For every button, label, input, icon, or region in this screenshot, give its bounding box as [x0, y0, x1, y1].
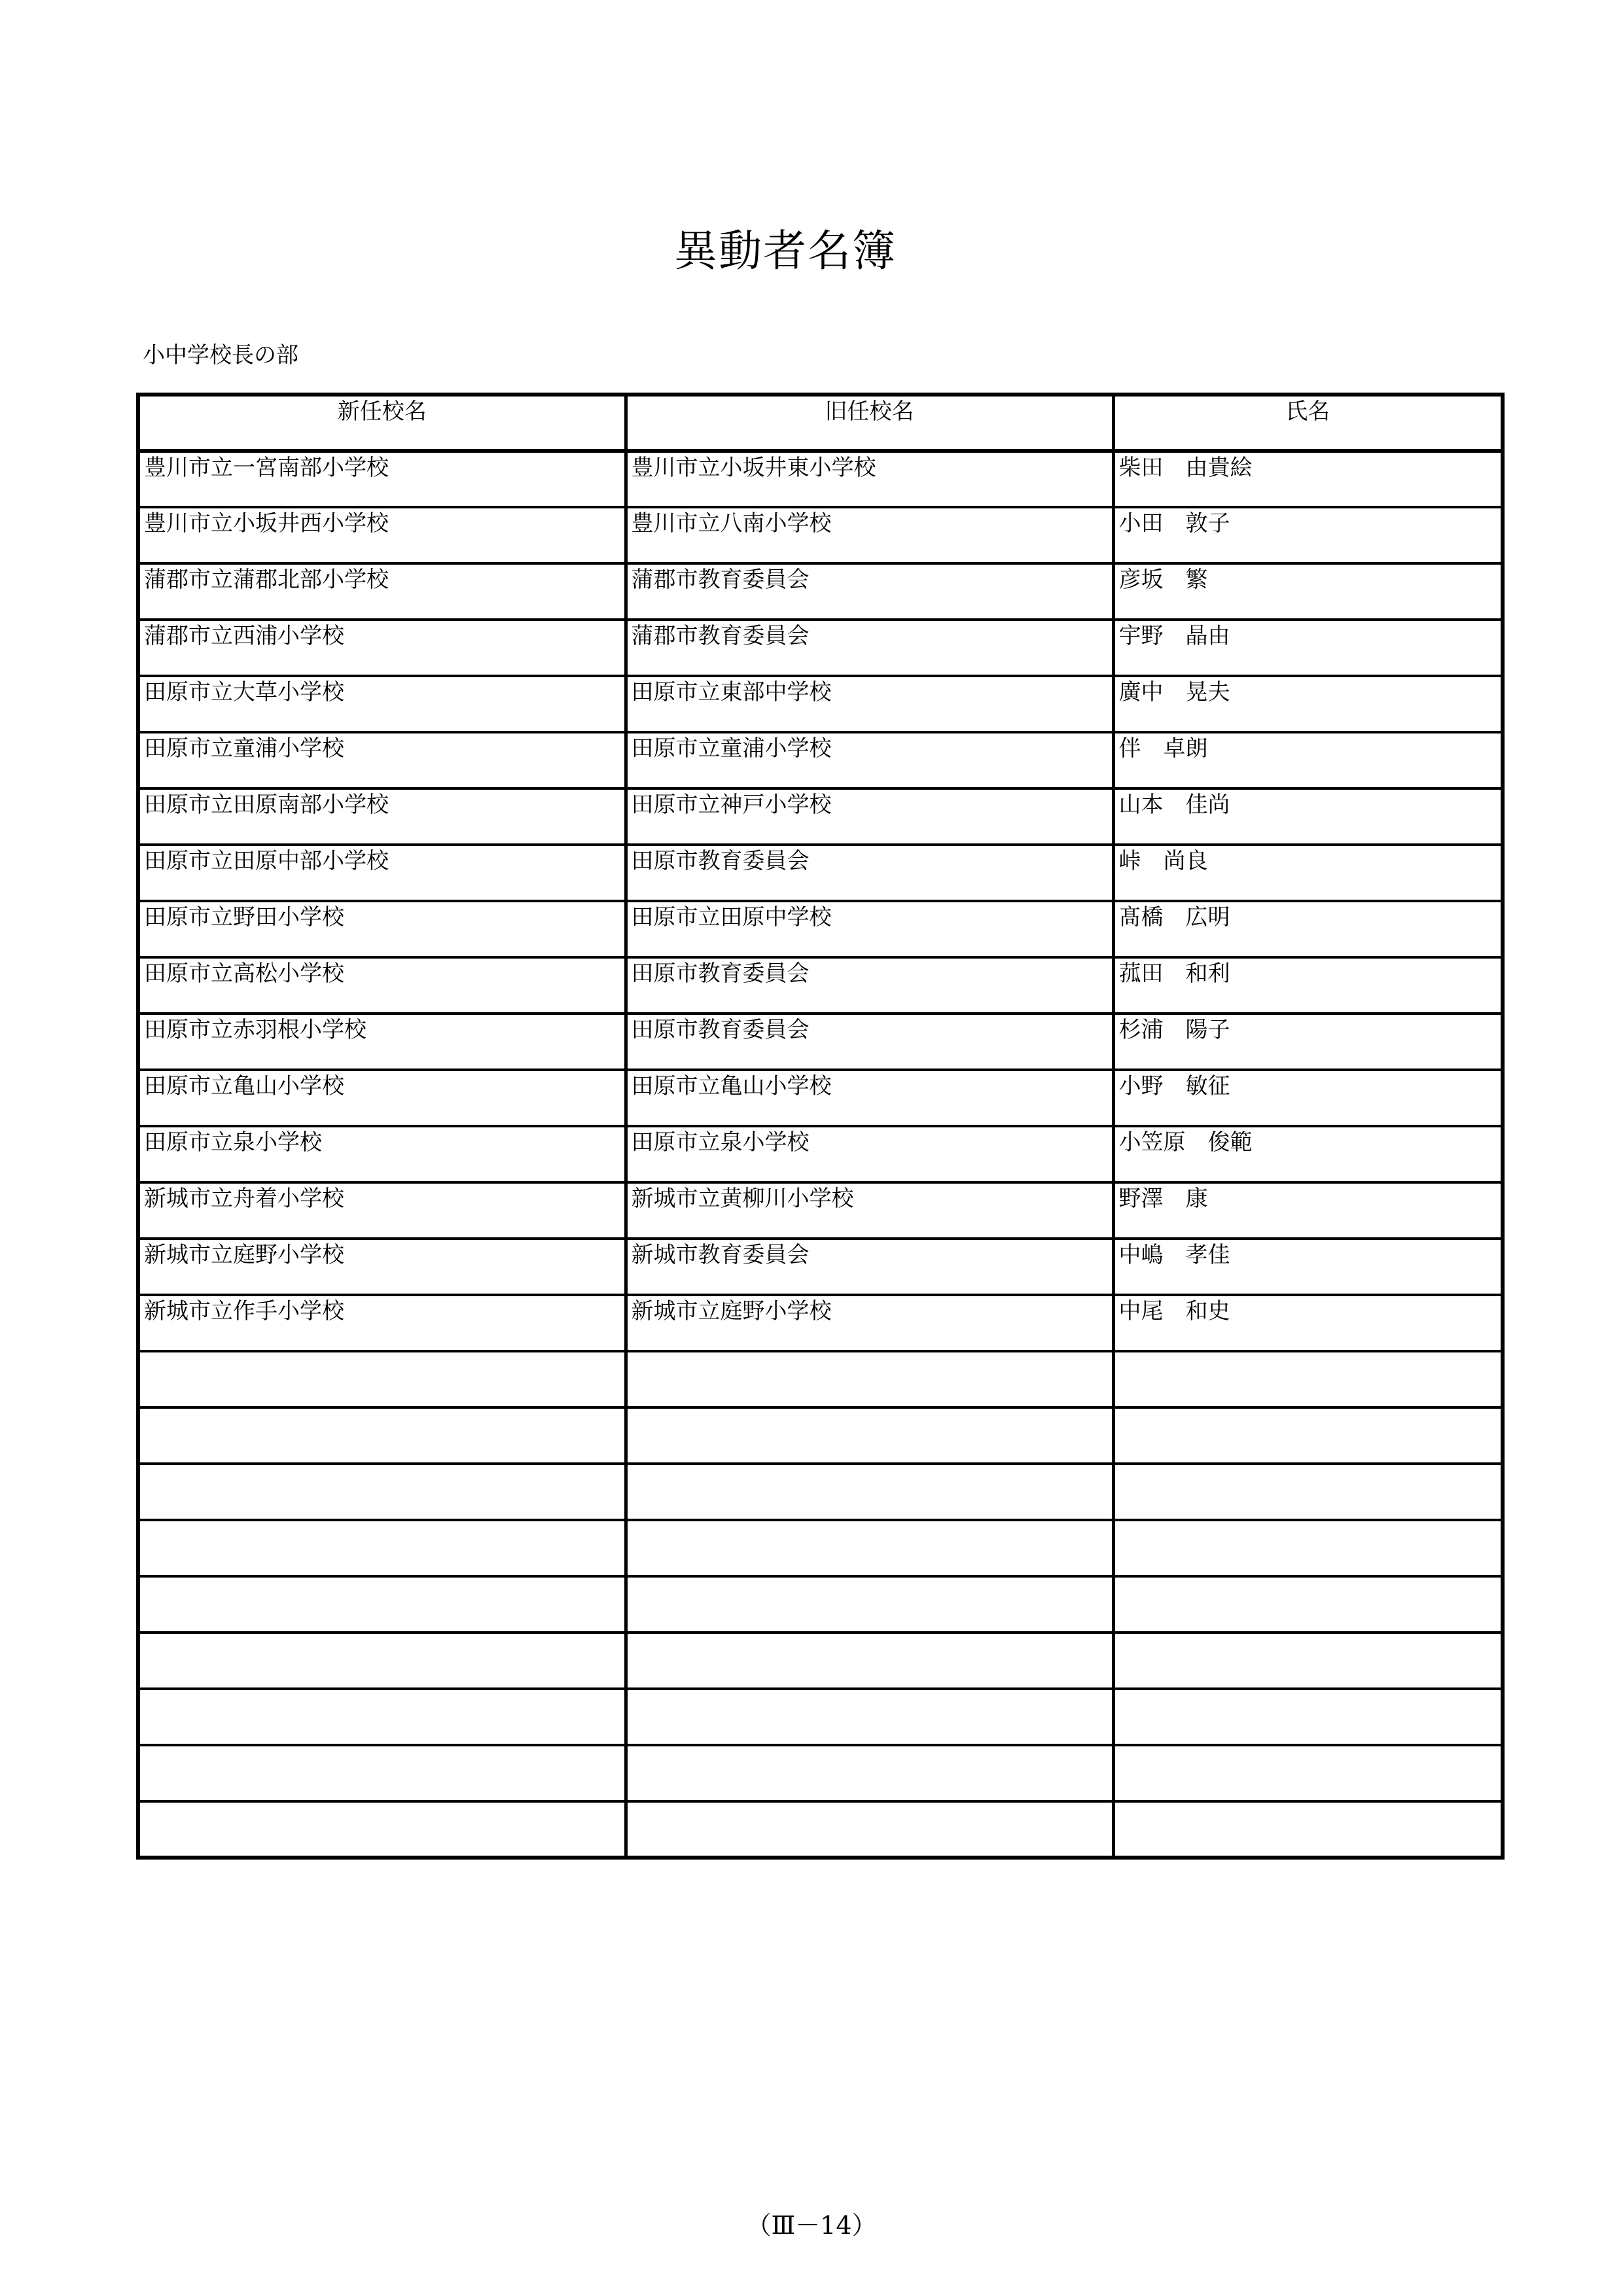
table-row — [138, 1520, 1503, 1576]
table-row — [138, 1351, 1503, 1407]
new-school-cell: 田原市立田原中部小学校 — [138, 845, 626, 901]
table-header-row — [138, 395, 1503, 451]
former-school-cell: 田原市教育委員会 — [626, 845, 1113, 901]
new-school-cell: 田原市立大草小学校 — [138, 676, 626, 732]
table-row — [138, 1633, 1503, 1689]
table-row — [138, 1014, 1503, 1070]
name-cell: 髙橋 広明 — [1113, 901, 1503, 957]
name-cell — [1113, 1633, 1503, 1689]
name-cell — [1113, 1689, 1503, 1745]
name-cell: 菰田 和利 — [1113, 957, 1503, 1014]
new-school-cell: 田原市立田原南部小学校 — [138, 788, 626, 845]
former-school-cell: 蒲郡市教育委員会 — [626, 563, 1113, 620]
table-row — [138, 1407, 1503, 1464]
new-school-cell: 新城市立作手小学校 — [138, 1295, 626, 1351]
table-row — [138, 1126, 1503, 1182]
former-school-cell — [626, 1351, 1113, 1407]
former-school-cell: 豊川市立小坂井東小学校 — [626, 451, 1113, 507]
former-school-cell — [626, 1633, 1113, 1689]
former-school-cell — [626, 1689, 1113, 1745]
new-school-cell — [138, 1633, 626, 1689]
new-school-cell: 田原市立高松小学校 — [138, 957, 626, 1014]
table-row — [138, 1464, 1503, 1520]
name-cell — [1113, 1576, 1503, 1633]
former-school-cell: 田原市教育委員会 — [626, 1014, 1113, 1070]
former-school-cell — [626, 1745, 1113, 1801]
new-school-cell — [138, 1745, 626, 1801]
header-name: 氏名 — [1113, 395, 1503, 451]
former-school-cell: 新城市立庭野小学校 — [626, 1295, 1113, 1351]
new-school-cell: 田原市立童浦小学校 — [138, 732, 626, 788]
new-school-cell — [138, 1689, 626, 1745]
name-cell: 野澤 康 — [1113, 1182, 1503, 1239]
table-row — [138, 732, 1503, 788]
table-row — [138, 451, 1503, 507]
table-row — [138, 1070, 1503, 1126]
name-cell: 小野 敏征 — [1113, 1070, 1503, 1126]
table-row — [138, 1801, 1503, 1858]
former-school-cell: 田原市立神戸小学校 — [626, 788, 1113, 845]
new-school-cell: 田原市立野田小学校 — [138, 901, 626, 957]
name-cell: 中尾 和史 — [1113, 1295, 1503, 1351]
former-school-cell: 田原市立泉小学校 — [626, 1126, 1113, 1182]
name-cell — [1113, 1407, 1503, 1464]
header-former-school: 旧任校名 — [626, 395, 1113, 451]
former-school-cell: 田原市立田原中学校 — [626, 901, 1113, 957]
new-school-cell: 蒲郡市立西浦小学校 — [138, 620, 626, 676]
new-school-cell — [138, 1464, 626, 1520]
table-row — [138, 563, 1503, 620]
former-school-cell — [626, 1464, 1113, 1520]
former-school-cell: 新城市教育委員会 — [626, 1239, 1113, 1295]
table-row — [138, 676, 1503, 732]
former-school-cell: 豊川市立八南小学校 — [626, 507, 1113, 563]
name-cell: 伴 卓朗 — [1113, 732, 1503, 788]
name-cell — [1113, 1464, 1503, 1520]
table-row — [138, 957, 1503, 1014]
table-row — [138, 1295, 1503, 1351]
name-cell — [1113, 1801, 1503, 1858]
table-row — [138, 788, 1503, 845]
table-row — [138, 845, 1503, 901]
former-school-cell: 田原市立亀山小学校 — [626, 1070, 1113, 1126]
former-school-cell — [626, 1520, 1113, 1576]
former-school-cell: 田原市立東部中学校 — [626, 676, 1113, 732]
former-school-cell — [626, 1576, 1113, 1633]
table-row — [138, 507, 1503, 563]
new-school-cell — [138, 1576, 626, 1633]
name-cell: 杉浦 陽子 — [1113, 1014, 1503, 1070]
table-row — [138, 1239, 1503, 1295]
header-new-school: 新任校名 — [138, 395, 626, 451]
name-cell — [1113, 1745, 1503, 1801]
table-row — [138, 901, 1503, 957]
new-school-cell: 田原市立泉小学校 — [138, 1126, 626, 1182]
name-cell — [1113, 1351, 1503, 1407]
name-cell: 宇野 晶由 — [1113, 620, 1503, 676]
page-number: （Ⅲ－14） — [746, 2211, 877, 2240]
new-school-cell — [138, 1407, 626, 1464]
former-school-cell — [626, 1407, 1113, 1464]
new-school-cell — [138, 1520, 626, 1576]
new-school-cell: 新城市立舟着小学校 — [138, 1182, 626, 1239]
new-school-cell — [138, 1801, 626, 1858]
document-title: 異動者名簿 — [674, 226, 897, 276]
name-cell: 小笠原 俊範 — [1113, 1126, 1503, 1182]
former-school-cell: 新城市立黄柳川小学校 — [626, 1182, 1113, 1239]
name-cell: 柴田 由貴絵 — [1113, 451, 1503, 507]
name-cell: 中嶋 孝佳 — [1113, 1239, 1503, 1295]
name-cell: 彦坂 繁 — [1113, 563, 1503, 620]
table-row — [138, 1745, 1503, 1801]
new-school-cell: 田原市立亀山小学校 — [138, 1070, 626, 1126]
table-row — [138, 620, 1503, 676]
former-school-cell — [626, 1801, 1113, 1858]
table-row — [138, 1576, 1503, 1633]
section-label: 小中学校長の部 — [143, 342, 298, 368]
new-school-cell: 豊川市立小坂井西小学校 — [138, 507, 626, 563]
new-school-cell: 田原市立赤羽根小学校 — [138, 1014, 626, 1070]
former-school-cell: 田原市立童浦小学校 — [626, 732, 1113, 788]
transfer-roster-table — [136, 393, 1505, 1860]
new-school-cell: 蒲郡市立蒲郡北部小学校 — [138, 563, 626, 620]
table-body — [138, 451, 1503, 1858]
table-row — [138, 1689, 1503, 1745]
former-school-cell: 田原市教育委員会 — [626, 957, 1113, 1014]
name-cell — [1113, 1520, 1503, 1576]
name-cell: 峠 尚良 — [1113, 845, 1503, 901]
new-school-cell: 新城市立庭野小学校 — [138, 1239, 626, 1295]
new-school-cell — [138, 1351, 626, 1407]
former-school-cell: 蒲郡市教育委員会 — [626, 620, 1113, 676]
name-cell: 小田 敦子 — [1113, 507, 1503, 563]
name-cell: 廣中 晃夫 — [1113, 676, 1503, 732]
name-cell: 山本 佳尚 — [1113, 788, 1503, 845]
new-school-cell: 豊川市立一宮南部小学校 — [138, 451, 626, 507]
table-row — [138, 1182, 1503, 1239]
